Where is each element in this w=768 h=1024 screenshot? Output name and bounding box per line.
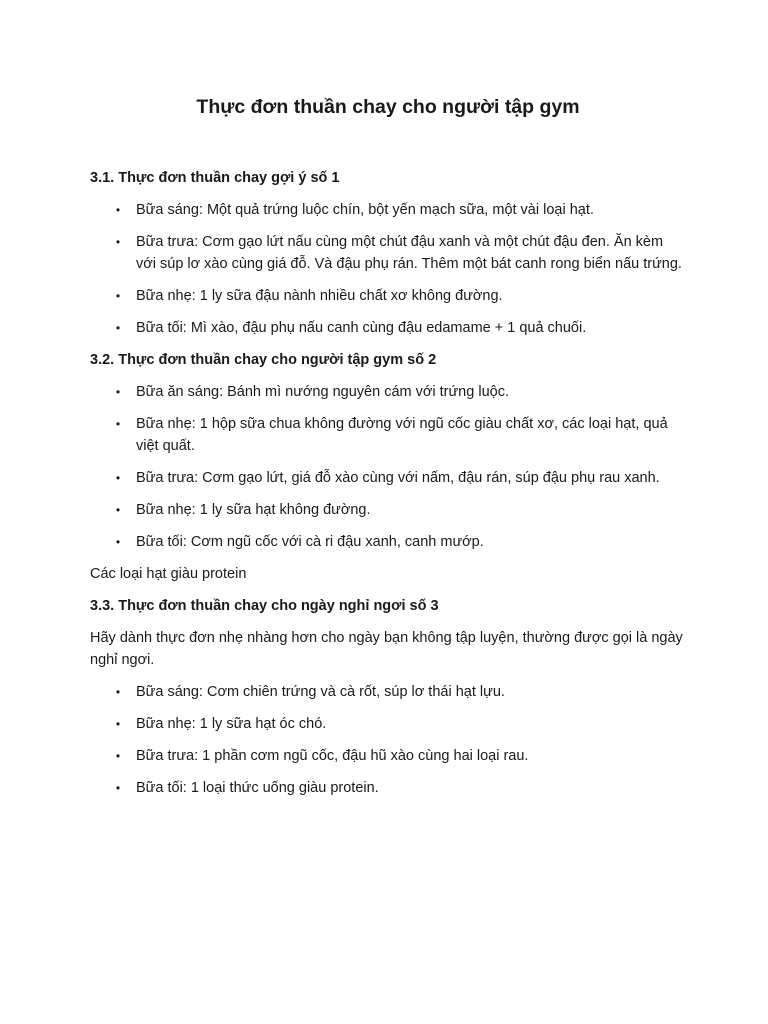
bullet-icon: • bbox=[115, 717, 121, 731]
list-item bbox=[90, 413, 686, 457]
bullet-icon: • bbox=[115, 289, 121, 303]
meal-list bbox=[90, 681, 686, 799]
bullet-icon: • bbox=[115, 385, 121, 399]
bullet-icon: • bbox=[115, 471, 121, 485]
section-heading: 3.3. Thực đơn thuần chay cho ngày nghỉ ngơi số 3 bbox=[90, 598, 439, 614]
list-item bbox=[90, 745, 686, 767]
list-item bbox=[90, 381, 686, 403]
list-item bbox=[90, 199, 686, 221]
bullet-icon: • bbox=[115, 321, 121, 335]
list-item-text: Bữa trưa: 1 phần cơm ngũ cốc, đậu hũ xào cùng hai loại rau. bbox=[136, 748, 529, 764]
bullet-icon: • bbox=[115, 781, 121, 795]
list-item-text: Bữa tối: Mì xào, đậu phụ nấu canh cùng đậu edamame + 1 quả chuối. bbox=[136, 320, 587, 336]
list-item-text: Bữa nhẹ: 1 ly sữa đậu nành nhiều chất xơ không đường. bbox=[136, 288, 503, 304]
list-item-text: Bữa nhẹ: 1 ly sữa hạt óc chó. bbox=[136, 716, 327, 732]
list-item bbox=[90, 681, 686, 703]
list-item-text: Bữa nhẹ: 1 ly sữa hạt không đường. bbox=[136, 502, 371, 518]
section-intro: Hãy dành thực đơn nhẹ nhàng hơn cho ngày bạn không tập luyện, thường được gọi là ngày nghỉ ngơi. bbox=[90, 630, 683, 668]
section-menu-2 bbox=[90, 349, 686, 553]
section-menu-3 bbox=[90, 595, 686, 799]
list-item bbox=[90, 499, 686, 521]
list-item-text: Bữa tối: Cơm ngũ cốc với cà ri đậu xanh, canh mướp. bbox=[136, 534, 484, 550]
list-item-text: Bữa trưa: Cơm gạo lứt nấu cùng một chút đậu xanh và một chút đậu đen. Ăn kèm với súp lơ xào cùng giá đỗ. Và đậu phụ rán. Thêm một bát canh rong biển nấu trứng. bbox=[136, 234, 682, 272]
meal-list bbox=[90, 199, 686, 339]
section-menu-1 bbox=[90, 167, 686, 339]
bullet-icon: • bbox=[115, 535, 121, 549]
section-heading: 3.1. Thực đơn thuần chay gợi ý số 1 bbox=[90, 170, 340, 186]
list-item bbox=[90, 713, 686, 735]
bullet-icon: • bbox=[115, 685, 121, 699]
section-heading: 3.2. Thực đơn thuần chay cho người tập gym số 2 bbox=[90, 352, 437, 368]
list-item bbox=[90, 531, 686, 553]
list-item bbox=[90, 777, 686, 799]
bullet-icon: • bbox=[115, 235, 121, 249]
image-caption: Các loại hạt giàu protein bbox=[90, 566, 247, 582]
list-item bbox=[90, 317, 686, 339]
list-item bbox=[90, 231, 686, 275]
list-item-text: Bữa trưa: Cơm gạo lứt, giá đỗ xào cùng với nấm, đậu rán, súp đậu phụ rau xanh. bbox=[136, 470, 660, 486]
list-item-text: Bữa sáng: Một quả trứng luộc chín, bột yến mạch sữa, một vài loại hạt. bbox=[136, 202, 594, 218]
list-item-text: Bữa ăn sáng: Bánh mì nướng nguyên cám với trứng luộc. bbox=[136, 384, 509, 400]
list-item-text: Bữa sáng: Cơm chiên trứng và cà rốt, súp lơ thái hạt lựu. bbox=[136, 684, 505, 700]
list-item bbox=[90, 285, 686, 307]
bullet-icon: • bbox=[115, 503, 121, 517]
bullet-icon: • bbox=[115, 749, 121, 763]
list-item bbox=[90, 467, 686, 489]
list-item-text: Bữa nhẹ: 1 hộp sữa chua không đường với ngũ cốc giàu chất xơ, các loại hạt, quả việt quất. bbox=[136, 416, 668, 454]
bullet-icon: • bbox=[115, 203, 121, 217]
meal-list bbox=[90, 381, 686, 553]
list-item-text: Bữa tối: 1 loại thức uống giàu protein. bbox=[136, 780, 379, 796]
document-title: Thực đơn thuần chay cho người tập gym bbox=[196, 96, 580, 118]
bullet-icon: • bbox=[115, 417, 121, 431]
